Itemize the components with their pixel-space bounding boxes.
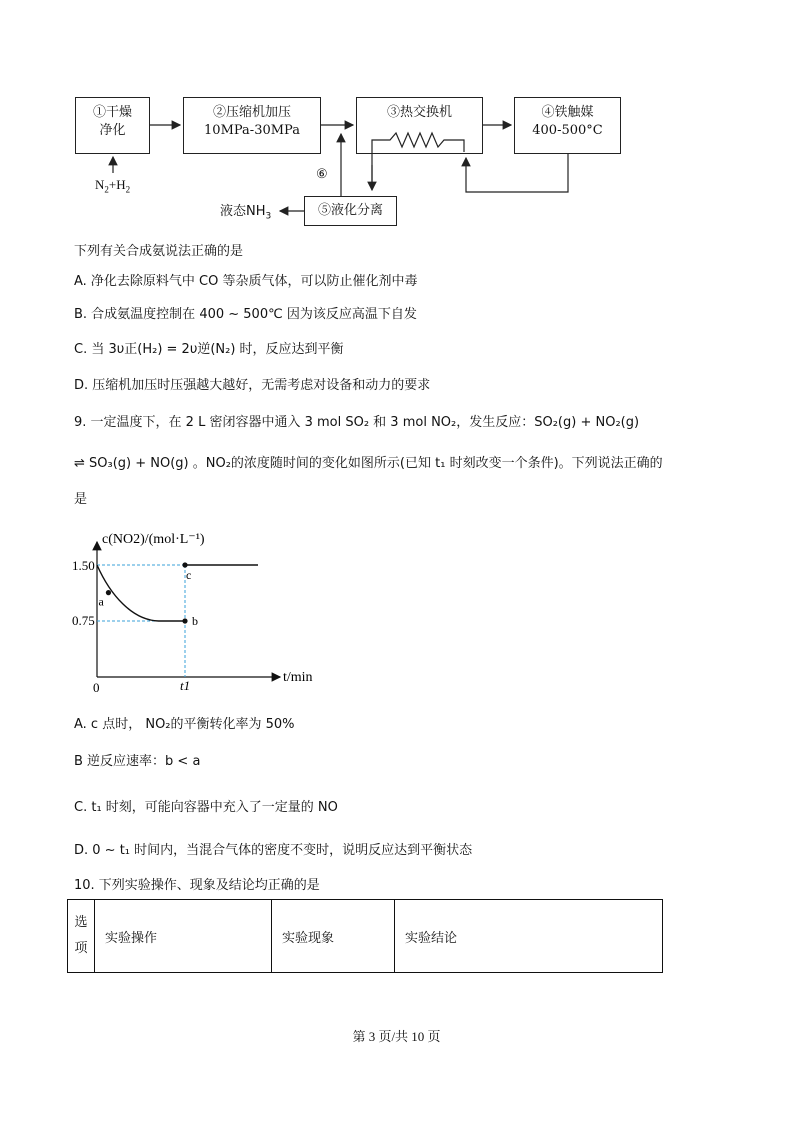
x-tick-label-t1: t1 xyxy=(180,678,191,693)
x-axis-label: t/min xyxy=(283,670,313,685)
q10-stem: 10. 下列实验操作、现象及结论均正确的是 xyxy=(74,878,320,893)
q8-stem: 下列有关合成氨说法正确的是 xyxy=(74,244,244,259)
product-label: 液态$NH_3$ xyxy=(220,204,272,222)
q8-option-c: C. 当 3υ正(H₂) = 2υ逆(N₂) 时，反应达到平衡 xyxy=(74,342,344,357)
point-label-c: c xyxy=(186,568,192,582)
q9-stem-line1: 9. 一定温度下，在 2 L 密闭容器中通入 3 mol SO₂ 和 3 mol NO₂，发生反应：SO₂(g) + NO₂(g) xyxy=(74,415,640,430)
q9-option-a: A. c 点时， NO₂的平衡转化率为 50% xyxy=(74,717,295,732)
point-label-b: b xyxy=(192,614,198,628)
concentration-chart xyxy=(70,520,330,695)
page-footer: 第 3 页/共 10 页 xyxy=(352,1029,441,1044)
header-operation: 实验操作 xyxy=(95,900,272,973)
y-tick-label-low: 0.75 xyxy=(72,613,95,628)
header-option: 选项 xyxy=(68,900,95,973)
box-liquefaction: ⑤液化分离 xyxy=(304,196,397,226)
q9-option-b: B 逆反应速率：b < a xyxy=(74,754,201,769)
data-point-b xyxy=(182,618,187,623)
q9-stem-line3: 是 xyxy=(74,492,88,507)
q9-option-c: C. t₁ 时刻，可能向容器中充入了一定量的 NO xyxy=(74,800,338,815)
data-point-a xyxy=(106,590,111,595)
box-compressor: ②压缩机加压 10MPa-30MPa xyxy=(183,97,321,154)
header-conclusion: 实验结论 xyxy=(395,900,663,973)
q8-option-a: A. 净化去除原料气中 CO 等杂质气体，可以防止催化剂中毒 xyxy=(74,274,418,289)
box-catalyst: ④铁触媒 400-500°C xyxy=(514,97,621,154)
q9-stem-line2: ⇌ SO₃(g) + NO(g) 。NO₂的浓度随时间的变化如图所示(已知 t₁ 时刻改变一个条件)。下列说法正确的 xyxy=(74,456,663,471)
q8-option-d: D. 压缩机加压时压强越大越好，无需考虑对设备和动力的要求 xyxy=(74,378,431,393)
point-label-a: a xyxy=(98,594,104,609)
q10-table xyxy=(67,899,663,973)
box-heat-exchanger: ③热交换机 xyxy=(356,97,483,154)
y-tick-label-high: 1.50 xyxy=(72,558,95,573)
flow-arrows xyxy=(0,0,793,240)
y-axis-label: c(NO2)/(mol·L⁻¹) xyxy=(102,532,205,547)
q8-option-b: B. 合成氨温度控制在 400 ~ 500℃ 因为该反应高温下自发 xyxy=(74,307,417,322)
recycle-label: ⑥ xyxy=(316,166,328,181)
origin-label: 0 xyxy=(93,680,100,695)
box-drying: ①干燥 净化 xyxy=(75,97,150,154)
table-row xyxy=(68,900,663,973)
q9-option-d: D. 0 ~ t₁ 时间内，当混合气体的密度不变时，说明反应达到平衡状态 xyxy=(74,843,473,858)
data-point-c xyxy=(182,562,187,567)
header-phenomenon: 实验现象 xyxy=(272,900,395,973)
feed-label: $N_2+H_2$ xyxy=(95,177,131,195)
